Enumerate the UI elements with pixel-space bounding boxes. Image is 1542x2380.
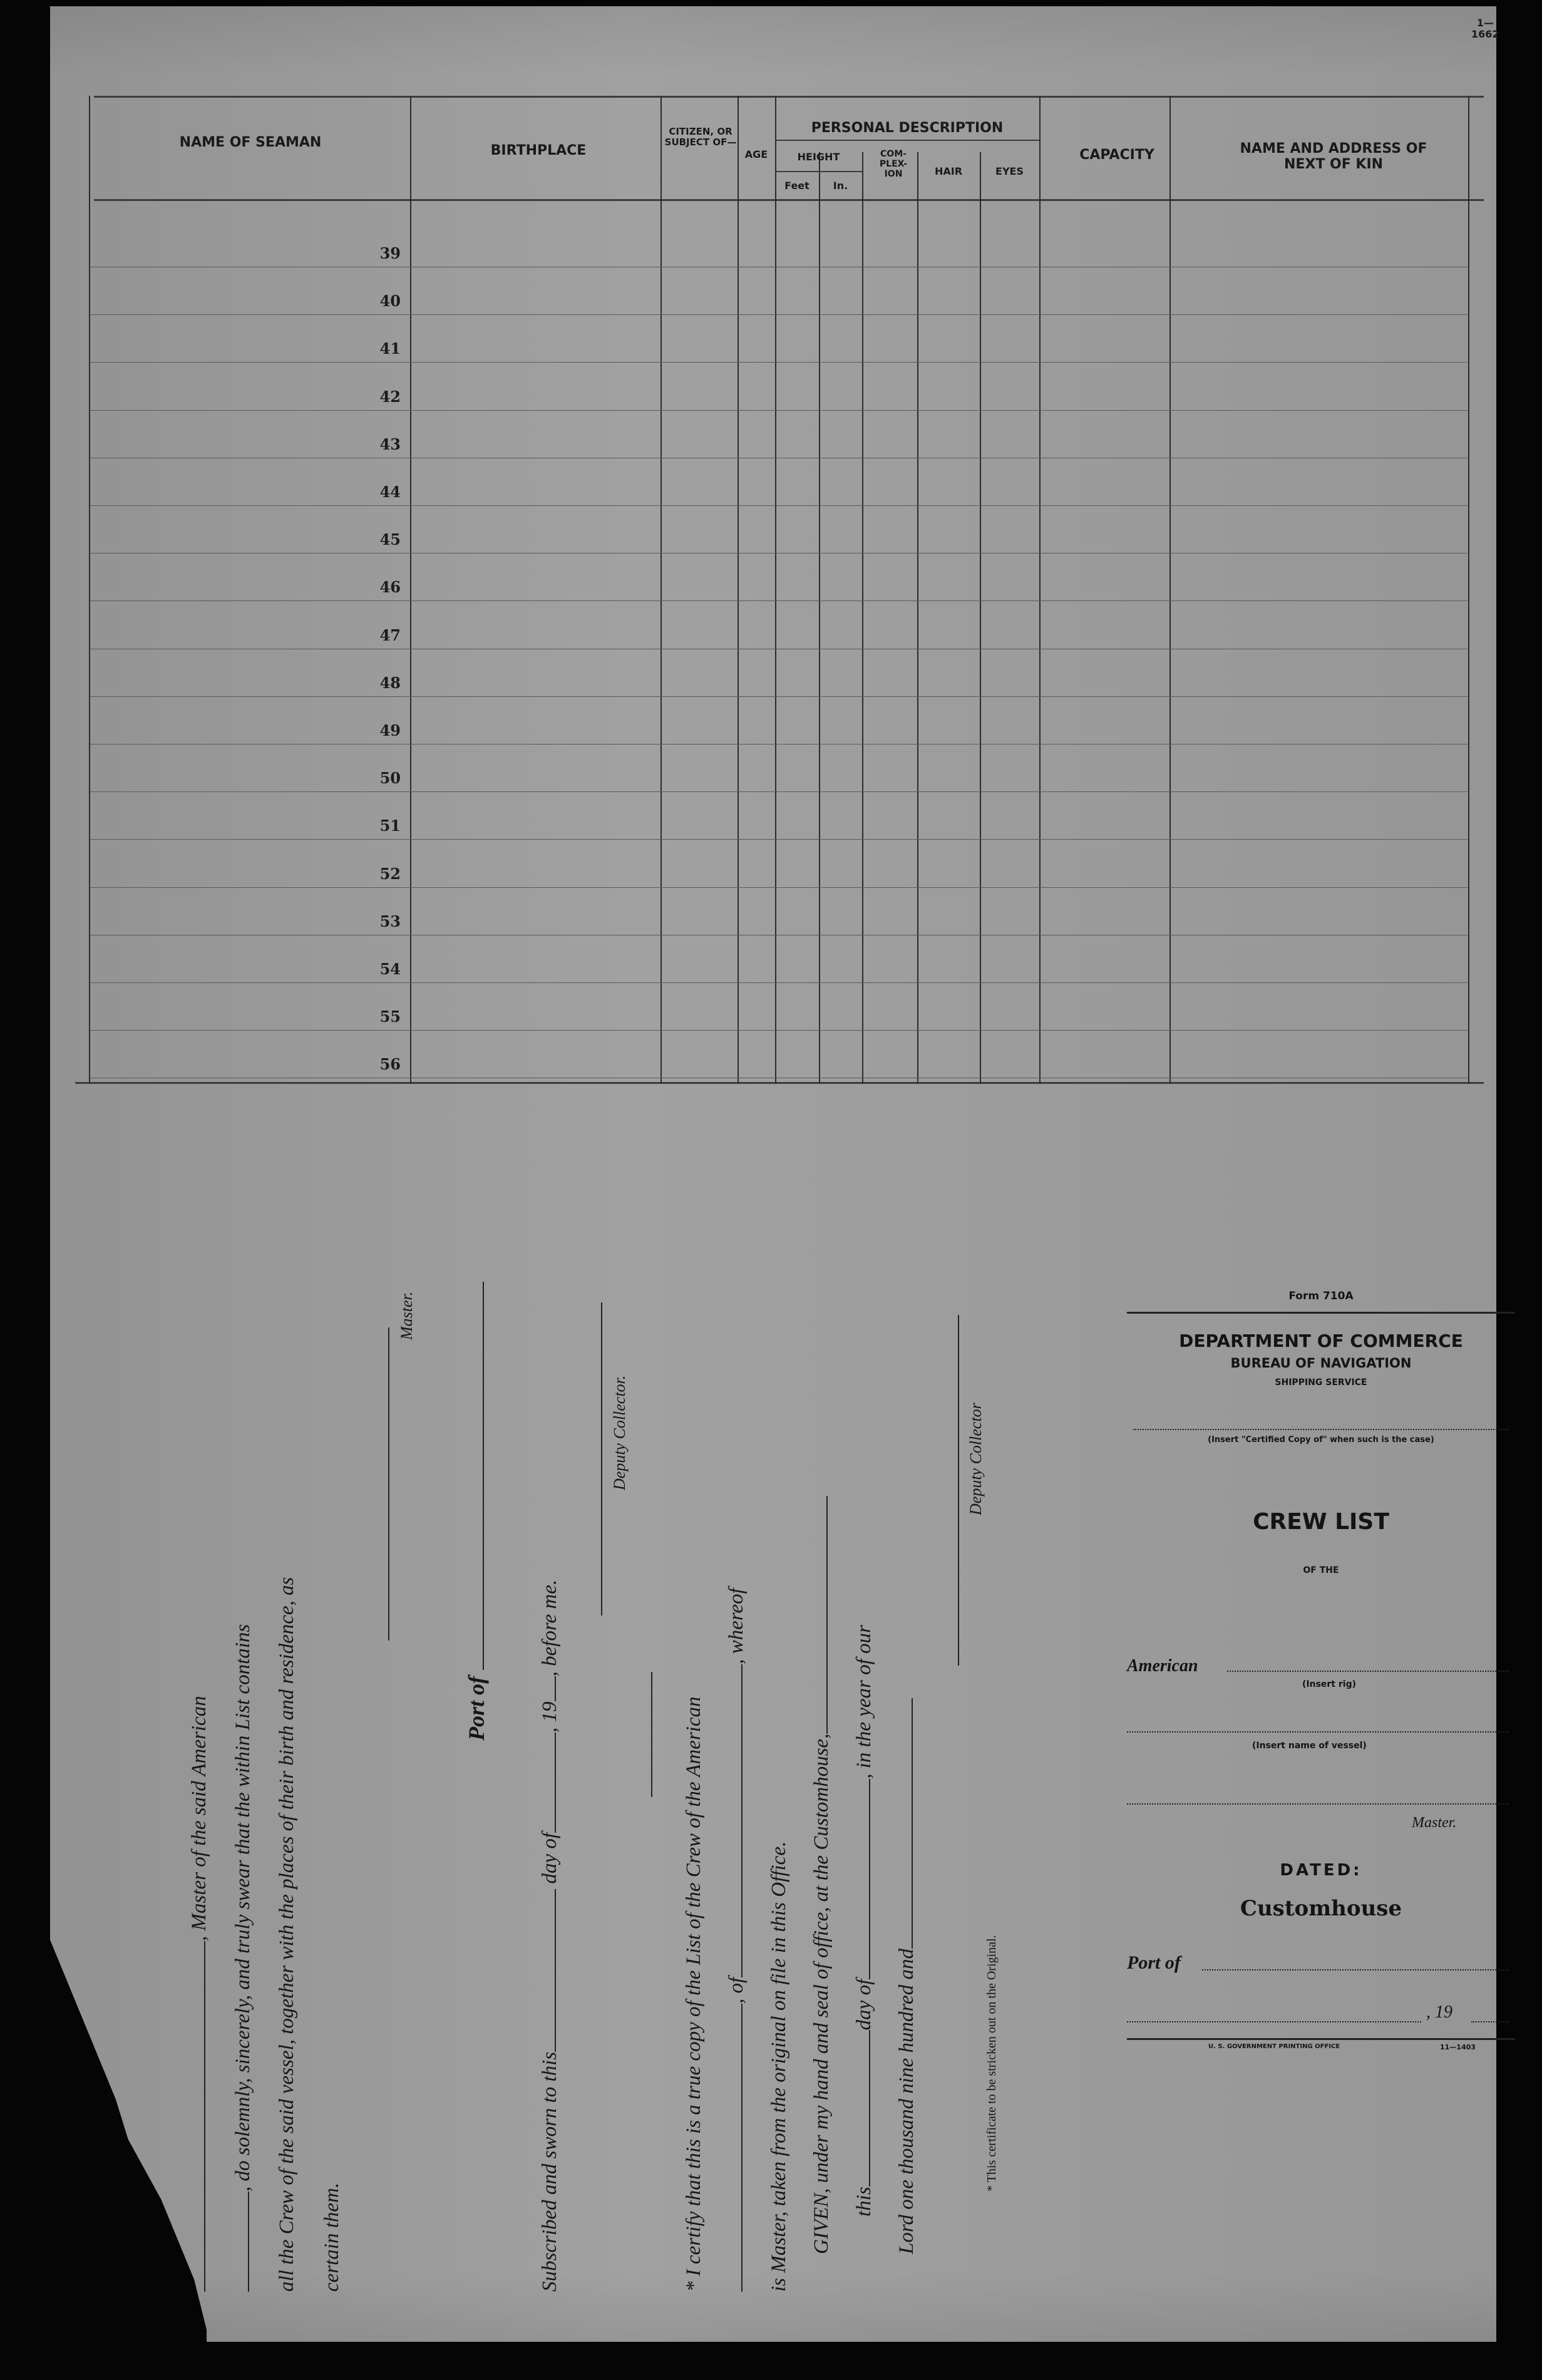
bureau-title: BUREAU OF NAVIGATION xyxy=(1230,1356,1412,1371)
row-number: 39 xyxy=(379,244,401,262)
vessel-name-line xyxy=(1127,1731,1509,1733)
rig-line xyxy=(1227,1671,1509,1672)
master-label: Master. xyxy=(398,1291,416,1340)
row-rule xyxy=(90,553,1467,554)
row-rule xyxy=(90,314,1467,315)
height-rule xyxy=(775,171,862,172)
header-inches: In. xyxy=(833,180,848,192)
col-line-name xyxy=(410,96,411,1084)
row-number: 47 xyxy=(379,626,401,644)
oath-line-4: certain them. xyxy=(321,2182,343,2292)
port-of-label: Port of xyxy=(463,1282,490,1741)
port-of-back-label: Port of xyxy=(1127,1952,1181,1973)
back-bottom-rule xyxy=(1127,2038,1515,2040)
row-rule xyxy=(90,600,1467,601)
crew-list-title: CREW LIST xyxy=(1253,1509,1389,1535)
personal-description-rule xyxy=(775,140,1039,141)
col-line-birthplace xyxy=(660,96,662,1084)
back-panel xyxy=(1127,1290,1515,2104)
date-line xyxy=(1127,2021,1421,2022)
row-number: 49 xyxy=(379,721,401,739)
certified-copy-line xyxy=(1133,1429,1509,1430)
header-feet: Feet xyxy=(784,180,810,192)
row-number: 48 xyxy=(379,673,401,692)
row-number: 51 xyxy=(379,817,401,835)
header-capacity: CAPACITY xyxy=(1079,147,1154,163)
row-number: 52 xyxy=(379,864,401,883)
service-title: SHIPPING SERVICE xyxy=(1275,1378,1367,1388)
certify-line-4: GIVEN, under my hand and seal of office, at the Customhouse, xyxy=(810,1496,833,2254)
american-label: American xyxy=(1127,1656,1198,1676)
printer-code: 11—1403 xyxy=(1440,2043,1476,2051)
row-rule xyxy=(90,696,1467,697)
row-rule xyxy=(90,982,1467,983)
footnote-anchor xyxy=(985,1935,1010,2210)
certify-line-3: is Master, taken from the original on file in this Office. xyxy=(768,1841,790,2292)
col-line-right xyxy=(1468,96,1469,1084)
document-page xyxy=(50,6,1499,2342)
col-line-hair xyxy=(980,152,981,1084)
col-line-complexion xyxy=(917,152,918,1084)
row-rule xyxy=(90,505,1467,506)
col-line-citizen xyxy=(738,96,739,1084)
deputy-collector-2: Deputy Collector xyxy=(967,1403,985,1515)
certify-line-2: , of, whereof xyxy=(725,1588,748,2292)
table-bottom-rule xyxy=(75,1082,1484,1084)
year-line xyxy=(1471,2021,1509,2022)
row-number: 53 xyxy=(379,912,401,930)
department-title: DEPARTMENT OF COMMERCE xyxy=(1179,1331,1463,1351)
row-rule xyxy=(90,839,1467,840)
header-height: HEIGHT xyxy=(797,151,840,163)
header-hair: HAIR xyxy=(934,165,963,177)
certify-line-6: Lord one thousand nine hundred and xyxy=(895,1698,918,2254)
certify-line-5: thisday of, in the year of our xyxy=(853,1625,875,2217)
col-line-age xyxy=(775,96,776,1084)
insert-name-note: (Insert name of vessel) xyxy=(1252,1741,1367,1751)
row-rule xyxy=(90,362,1467,363)
of-the-label: OF THE xyxy=(1303,1565,1339,1575)
printer-label: U. S. GOVERNMENT PRINTING OFFICE xyxy=(1208,2043,1340,2050)
col-line-capacity xyxy=(1169,96,1171,1084)
row-rule xyxy=(90,791,1467,792)
deputy-collector-1: Deputy Collector. xyxy=(610,1375,629,1490)
row-number: 56 xyxy=(379,1055,401,1074)
master-signature-line xyxy=(388,1327,389,1641)
subscribed-line: Subscribed and sworn to this day of, 19, before me. xyxy=(538,1579,561,2292)
dated-label: DATED: xyxy=(1280,1861,1362,1880)
certified-note: (Insert "Certified Copy of" when such is the case) xyxy=(1208,1435,1434,1445)
certify-line-1: * I certify that this is a true copy of the List of the Crew of the American xyxy=(682,1696,705,2292)
collector-signature-line-2 xyxy=(958,1315,959,1666)
row-rule xyxy=(90,1030,1467,1031)
header-next-of-kin: NAME AND ADDRESS OF NEXT OF KIN xyxy=(1240,141,1427,173)
divider-short xyxy=(651,1672,652,1797)
row-number: 42 xyxy=(379,387,401,406)
back-top-rule xyxy=(1127,1312,1515,1314)
row-number: 43 xyxy=(379,435,401,453)
row-number: 55 xyxy=(379,1007,401,1026)
form-number: Form 710A xyxy=(1288,1290,1354,1302)
row-number: 54 xyxy=(379,960,401,978)
year-label: , 19 xyxy=(1426,2002,1452,2022)
customhouse-label: Customhouse xyxy=(1240,1896,1402,1921)
header-name-of-seaman: NAME OF SEAMAN xyxy=(179,135,322,150)
collector-signature-line xyxy=(601,1302,602,1615)
port-line xyxy=(1202,1969,1509,1970)
master-name-line xyxy=(1127,1803,1509,1805)
col-line-eyes xyxy=(1039,96,1041,1084)
header-bottom-rule xyxy=(94,199,1484,201)
header-age: AGE xyxy=(744,148,768,160)
row-number: 45 xyxy=(379,530,401,549)
oath-line-1: , Master of the said American xyxy=(188,1696,211,2292)
header-personal-description: PERSONAL DESCRIPTION xyxy=(811,120,1004,136)
row-rule xyxy=(90,410,1467,411)
header-citizen: CITIZEN, OR SUBJECT OF— xyxy=(664,126,737,148)
row-number: 44 xyxy=(379,483,401,501)
master-back-label: Master. xyxy=(1412,1815,1457,1831)
oath-block xyxy=(188,1215,1002,2292)
header-birthplace: BIRTHPLACE xyxy=(490,143,587,158)
header-eyes: EYES xyxy=(995,165,1024,177)
table-top-rule xyxy=(94,96,1484,98)
row-number: 40 xyxy=(379,292,401,311)
insert-rig-note: (Insert rig) xyxy=(1302,1679,1356,1689)
oath-line-3: all the Crew of the said vessel, together with the places of their birth and residence, as xyxy=(275,1577,298,2292)
header-complexion: COM-PLEX-ION xyxy=(879,149,908,180)
row-number: 41 xyxy=(379,339,401,358)
col-line-left xyxy=(89,96,90,1084)
oath-line-2: , do solemnly, sincerely, and truly swear that the within List contains xyxy=(232,1624,255,2292)
form-code: 1—1662 xyxy=(1471,17,1499,41)
col-line-feet xyxy=(819,152,820,1084)
footnote: * This certificate to be stricken out on the Original. xyxy=(985,1935,999,2192)
row-number: 46 xyxy=(379,578,401,597)
row-number: 50 xyxy=(379,769,401,788)
col-line-inches xyxy=(862,152,863,1084)
row-rule xyxy=(90,887,1467,888)
